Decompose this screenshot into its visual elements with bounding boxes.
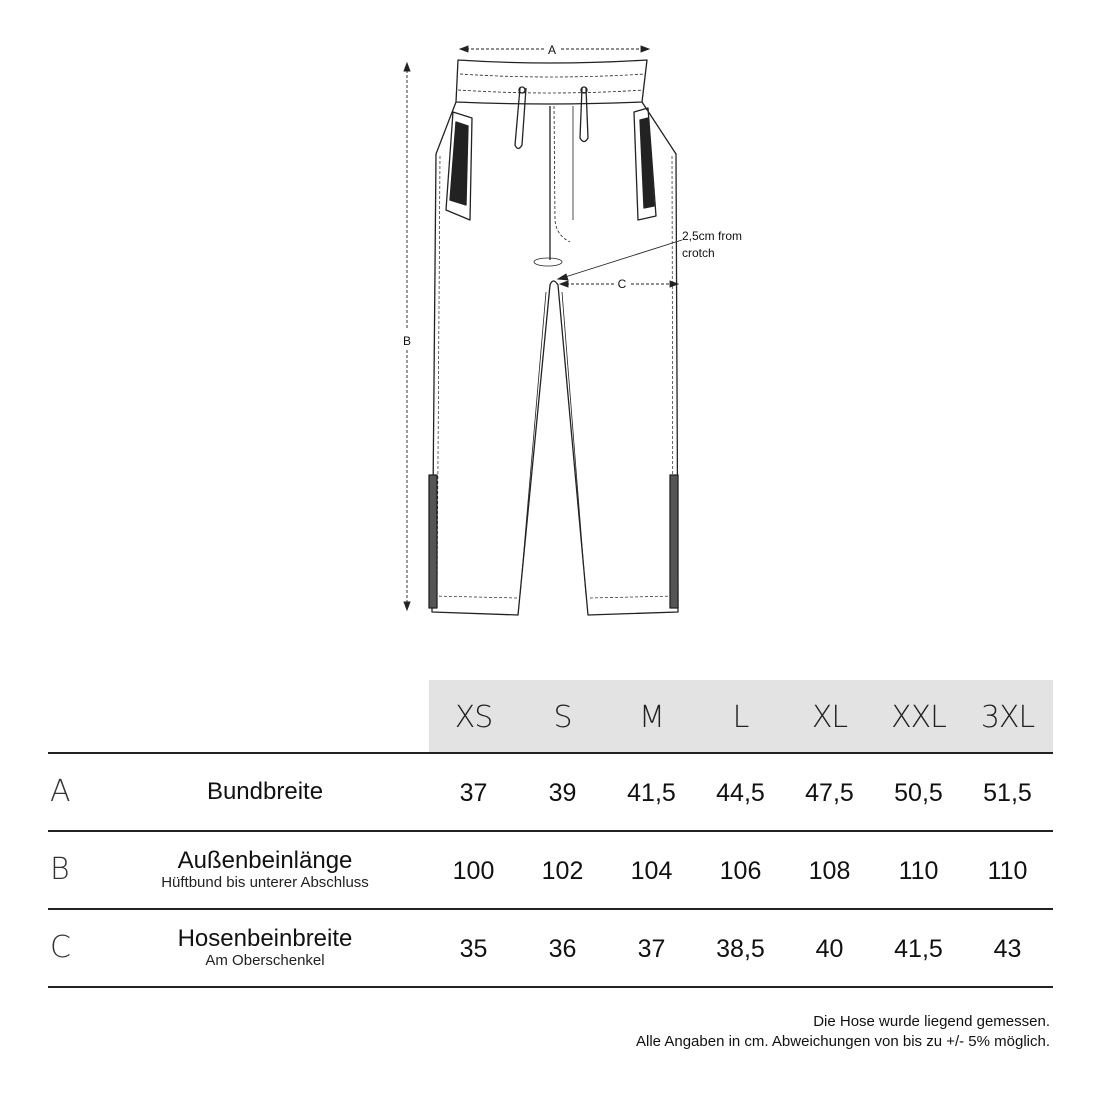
row-letter: B [50,852,70,887]
row-title: Bundbreite [206,778,324,805]
pants-diagram [380,30,780,630]
dimension-c-label: C [617,277,627,291]
table-cell: 35 [459,935,488,963]
row-label [120,754,410,830]
table-cell: 38,5 [716,935,765,963]
table-row-c [48,910,1053,988]
table-cell: 104 [630,857,673,885]
table-cell: 110 [898,857,939,885]
table-cell: 50,5 [894,779,943,807]
drawstring-left [515,88,526,149]
table-cell: 37 [459,779,488,807]
table-cell: 37 [637,935,666,963]
table-row-b [48,832,1053,910]
table-cell: 108 [808,857,851,885]
row-subtitle: Hüftbund bis unterer Abschluss [161,874,369,891]
zipper-right [670,475,678,608]
table-cell: 39 [548,779,577,807]
waistband [456,60,647,104]
table-cell: 43 [993,935,1022,963]
pants-illustration [380,30,780,630]
table-cell: 110 [987,857,1028,885]
footnote [636,1012,1050,1052]
row-title: Hosenbeinbreite [177,925,353,952]
table-cell: 100 [452,857,495,885]
row-label [120,910,410,986]
table-cell: 40 [815,935,844,963]
size-header-m: M [639,700,664,735]
table-cell: 51,5 [983,779,1032,807]
measurement-note-line1: 2,5cm from [682,229,743,243]
table-cell: 106 [719,857,762,885]
row-label [120,832,410,908]
dimension-b-label: B [402,334,412,348]
measurement-note-line2: crotch [682,246,715,260]
row-letter: A [50,774,71,809]
table-cell: 36 [548,935,577,963]
footnote-line1: Die Hose wurde liegend gemessen. [813,1013,1050,1030]
row-letter: C [50,930,71,965]
row-title: Außenbeinlänge [177,847,353,874]
table-row-a [48,754,1053,832]
row-subtitle: Am Oberschenkel [205,952,325,969]
zipper-left [429,475,437,608]
table-cell: 47,5 [805,779,854,807]
size-header-3xl: 3XL [980,700,1035,735]
table-cell: 102 [541,857,584,885]
size-header-xs: XS [454,700,493,735]
size-header-xxl: XXL [891,700,946,735]
dimension-a-label: A [547,43,557,57]
table-cell: 41,5 [627,779,676,807]
size-header-xl: XL [811,700,848,735]
footnote-line2: Alle Angaben in cm. Abweichungen von bis zu +/- 5% möglich. [636,1033,1050,1050]
size-header-l: L [732,700,749,735]
size-table [48,680,1053,988]
drawstring-right [580,88,588,142]
table-cell: 44,5 [716,779,765,807]
size-header-row [48,680,1053,754]
table-cell: 41,5 [894,935,943,963]
size-header-s: S [553,700,572,735]
